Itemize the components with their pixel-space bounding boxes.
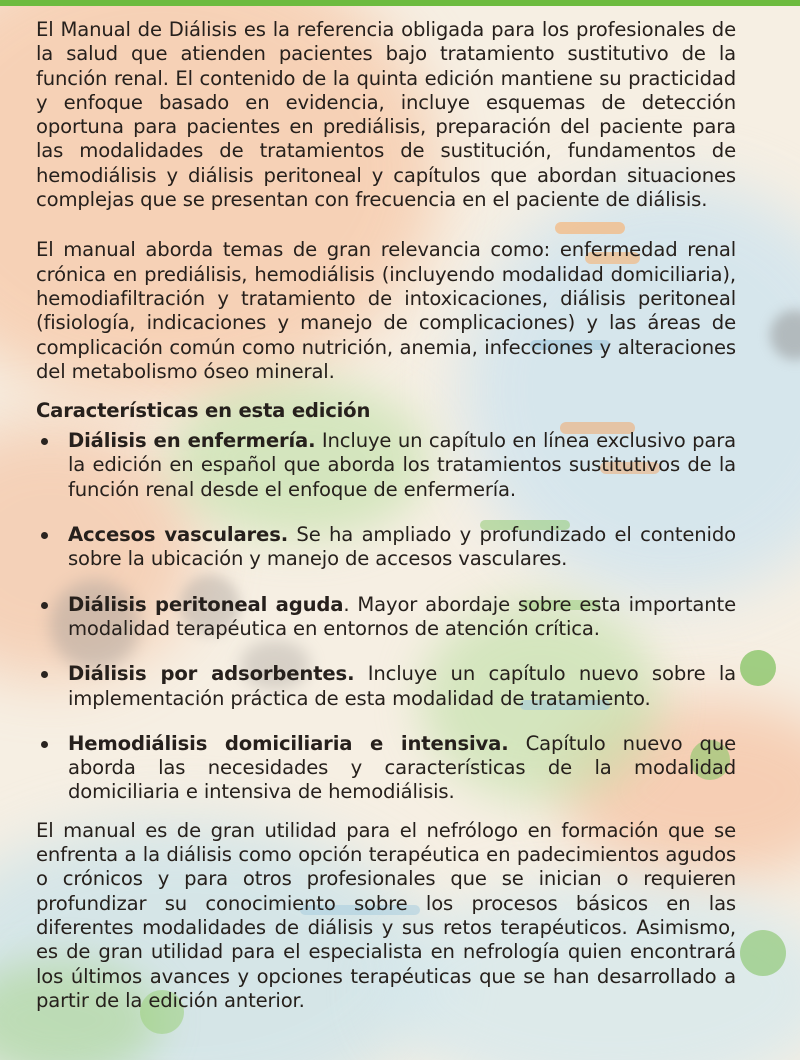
- feature-text: Incluye un capítulo en línea exclusivo para la edición en español que aborda los tratamientos sustitutivos de la función renal desde el enfoque de enfermería.: [68, 429, 736, 501]
- features-list: [36, 429, 736, 805]
- features-heading: Características en esta edición: [36, 399, 371, 423]
- intro-paragraph: El Manual de Diálisis es la referencia obligada para los profesionales de la salud que atienden pacientes bajo tratamiento sustitutivo de la función renal. El contenido de la quinta edición mantiene su practicidad y enfoque basado en evidencia, incluye esquemas de detección oportuna para pacientes en prediálisis, preparación del paciente para las modalidades de tratamientos de sustitución, fundamentos de hemodiálisis y diálisis peritoneal y capítulos que abordan situaciones complejas que se presentan con frecuencia en el paciente de diálisis.: [36, 18, 736, 212]
- closing-paragraph: El manual es de gran utilidad para el nefrólogo en formación que se enfrenta a la diálisis como opción terapéutica en padecimientos agudos o crónicos y para otros profesionales que se inician o requieren profundizar su conocimiento sobre los procesos básicos en las diferentes modalidades de diálisis y sus retos terapéuticos. Asimismo, es de gran utilidad para el especialista en nefrología quien encontrará los últimos avances y opciones terapéuticas que se han desarrollado a partir de la edición anterior.: [36, 818, 736, 1012]
- feature-term: Diálisis en enfermería.: [68, 429, 316, 453]
- feature-item-vascular-access: [36, 523, 736, 572]
- feature-text: Se ha ampliado y profundizado el contenido sobre la ubicación y manejo de accesos vasculares.: [68, 523, 736, 571]
- feature-term: Diálisis peritoneal aguda: [68, 592, 344, 616]
- topics-paragraph: El manual aborda temas de gran relevancia como: enfermedad renal crónica en prediálisis, hemodiálisis (incluyendo modalidad domiciliaria), hemodiafiltración y tratamiento de intoxicaciones, diálisis peritoneal (fisiología, indicaciones y manejo de complicaciones) y las áreas de complicación común como nutrición, anemia, infecciones y alteraciones del metabolismo óseo mineral.: [36, 238, 736, 383]
- feature-item-nursing: [36, 429, 736, 502]
- feature-term: Hemodiálisis domiciliaria e intensiva.: [68, 731, 509, 755]
- feature-term: Accesos vasculares.: [68, 523, 288, 547]
- feature-text: . Mayor abordaje sobre esta importante modalidad terapéutica en entornos de atención crítica.: [68, 592, 736, 640]
- document-body: [36, 8, 736, 1013]
- feature-text: Capítulo nuevo que aborda las necesidades y características de la modalidad domiciliaria e intensiva de hemodiálisis.: [68, 731, 736, 804]
- feature-text: Incluye un capítulo nuevo sobre la implementación práctica de esta modalidad de tratamiento.: [68, 662, 737, 710]
- feature-term: Diálisis por adsorbentes.: [68, 662, 355, 686]
- feature-item-adsorbents: [36, 662, 736, 711]
- feature-item-home-hemodialysis: [36, 732, 736, 805]
- feature-item-acute-peritoneal: [36, 593, 736, 642]
- top-accent-bar: [0, 0, 800, 6]
